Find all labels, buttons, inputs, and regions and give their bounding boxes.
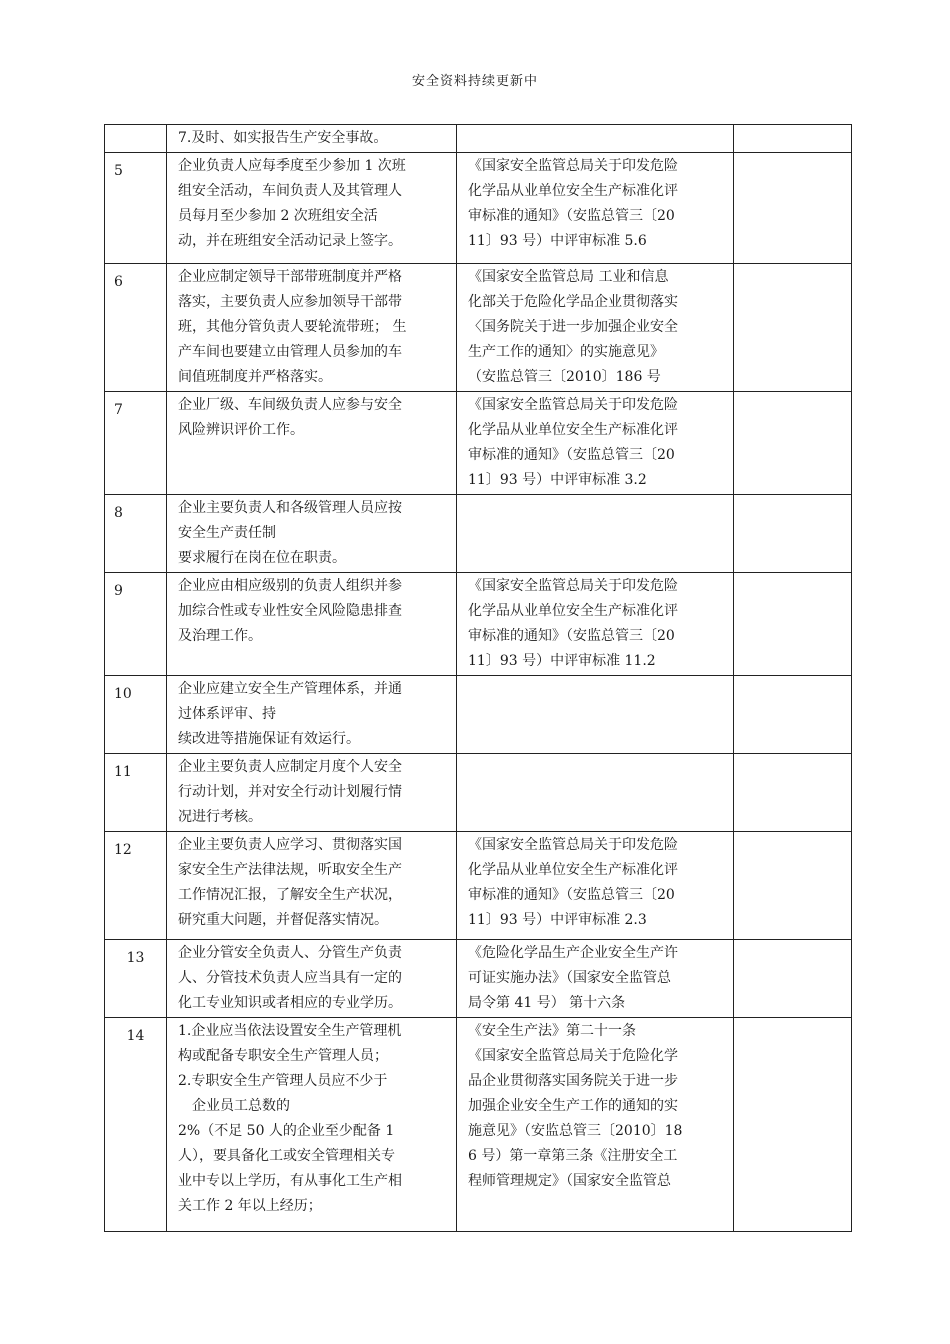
- requirement-cell: [167, 754, 457, 832]
- requirement-line: 企业主要负责人应学习、贯彻落实国: [178, 837, 402, 853]
- requirement-line: 及治理工作。: [178, 628, 262, 644]
- basis-line: 局令第 41 号） 第十六条: [468, 995, 626, 1011]
- remark-cell: [734, 832, 852, 940]
- table-row: [105, 754, 852, 832]
- requirement-line: 7.及时、如实报告生产安全事故。: [178, 130, 388, 146]
- basis-line: （安监总管三〔2010〕186 号: [468, 369, 661, 385]
- requirement-line: 研究重大问题，并督促落实情况。: [178, 912, 388, 928]
- requirement-line: 企业分管安全负责人、分管生产负责: [178, 945, 402, 961]
- remark-cell: [734, 153, 852, 264]
- requirement-line: 员每月至少参加 2 次班组安全活: [178, 208, 378, 224]
- basis-cell: [457, 392, 734, 495]
- requirement-line: 过体系评审、持: [178, 706, 276, 722]
- basis-line: 11〕93 号）中评审标准 3.2: [468, 472, 647, 488]
- remark-cell: [734, 1018, 852, 1232]
- requirements-table: [104, 124, 852, 1232]
- basis-cell: [457, 125, 734, 153]
- basis-line: 生产工作的通知〉的实施意见》: [468, 344, 664, 360]
- requirement-line: 况进行考核。: [178, 809, 262, 825]
- basis-cell: [457, 676, 734, 754]
- basis-line: 程师管理规定》（国家安全监管总: [468, 1173, 671, 1189]
- basis-line: 化学品从业单位安全生产标准化评: [468, 603, 678, 619]
- requirement-line: 间值班制度并严格落实。: [178, 369, 332, 385]
- basis-cell: [457, 573, 734, 676]
- basis-cell: [457, 832, 734, 940]
- basis-line: 《国家安全监管总局关于印发危险: [468, 397, 678, 413]
- requirement-line: 续改进等措施保证有效运行。: [178, 731, 360, 747]
- row-number: [105, 125, 167, 153]
- requirement-line: 企业主要负责人应制定月度个人安全: [178, 759, 402, 775]
- requirement-line: 化工专业知识或者相应的专业学历。: [178, 995, 402, 1011]
- requirement-line: 企业负责人应每季度至少参加 1 次班: [178, 158, 406, 174]
- table-row: [105, 573, 852, 676]
- basis-line: 审标准的通知》（安监总管三〔20: [468, 628, 675, 644]
- row-number: 10: [105, 676, 167, 754]
- requirement-line: 落实，主要负责人应参加领导干部带: [178, 294, 402, 310]
- requirement-cell: [167, 1018, 457, 1232]
- table-row: [105, 1018, 852, 1232]
- remark-cell: [734, 495, 852, 573]
- basis-line: 加强企业安全生产工作的通知的实: [468, 1098, 678, 1114]
- row-number: 7: [105, 392, 167, 495]
- table-row: [105, 676, 852, 754]
- basis-line: 《国家安全监管总局 工业和信息: [468, 269, 669, 285]
- requirement-cell: [167, 676, 457, 754]
- basis-line: 可证实施办法》（国家安全监管总: [468, 970, 671, 986]
- table-row: [105, 392, 852, 495]
- requirement-cell: [167, 495, 457, 573]
- basis-line: 化学品从业单位安全生产标准化评: [468, 422, 678, 438]
- requirement-line: 班，其他分管负责人要轮流带班； 生: [178, 319, 407, 335]
- row-number: 14: [105, 1018, 167, 1232]
- remark-cell: [734, 125, 852, 153]
- basis-line: 化部关于危险化学品企业贯彻落实: [468, 294, 678, 310]
- requirement-line: 关工作 2 年以上经历；: [178, 1198, 322, 1214]
- requirement-cell: [167, 264, 457, 392]
- basis-line: 《国家安全监管总局关于危险化学: [468, 1048, 678, 1064]
- basis-line: 11〕93 号）中评审标准 5.6: [468, 233, 647, 249]
- table-row: [105, 125, 852, 153]
- basis-line: 化学品从业单位安全生产标准化评: [468, 862, 678, 878]
- remark-cell: [734, 392, 852, 495]
- basis-line: 施意见》（安监总管三〔2010〕18: [468, 1123, 683, 1139]
- requirement-line: 家安全生产法律法规，听取安全生产: [178, 862, 402, 878]
- row-number: 8: [105, 495, 167, 573]
- basis-line: 品企业贯彻落实国务院关于进一步: [468, 1073, 678, 1089]
- requirement-cell: [167, 940, 457, 1018]
- requirement-line: 要求履行在岗在位在职责。: [178, 550, 346, 566]
- basis-cell: [457, 495, 734, 573]
- basis-cell: [457, 153, 734, 264]
- requirement-line: 2.专职安全生产管理人员应不少于: [178, 1073, 388, 1089]
- requirement-line: 工作情况汇报，了解安全生产状况，: [178, 887, 402, 903]
- basis-line: 《危险化学品生产企业安全生产许: [468, 945, 678, 961]
- basis-line: 《国家安全监管总局关于印发危险: [468, 578, 678, 594]
- table-row: [105, 495, 852, 573]
- requirement-line: 安全生产责任制: [178, 525, 276, 541]
- remark-cell: [734, 573, 852, 676]
- table-row: [105, 264, 852, 392]
- requirement-cell: [167, 573, 457, 676]
- basis-line: 6 号）第一章第三条《注册安全工: [468, 1148, 678, 1164]
- basis-line: 审标准的通知》（安监总管三〔20: [468, 887, 675, 903]
- basis-line: 审标准的通知》（安监总管三〔20: [468, 208, 675, 224]
- basis-line: 〈国务院关于进一步加强企业安全: [468, 319, 678, 335]
- basis-line: 《安全生产法》第二十一条: [468, 1023, 636, 1039]
- page-header: 安全资料持续更新中: [411, 74, 538, 89]
- requirement-line: 加综合性或专业性安全风险隐患排查: [178, 603, 402, 619]
- requirement-line: 企业主要负责人和各级管理人员应按: [178, 500, 402, 516]
- requirement-line: 企业应建立安全生产管理体系，并通: [178, 681, 402, 697]
- requirement-line: 业中专以上学历，有从事化工生产相: [178, 1173, 402, 1189]
- basis-line: 审标准的通知》（安监总管三〔20: [468, 447, 675, 463]
- requirement-line: 动，并在班组安全活动记录上签字。: [178, 233, 402, 249]
- row-number: 9: [105, 573, 167, 676]
- row-number: 12: [105, 832, 167, 940]
- requirement-line: 行动计划，并对安全行动计划履行情: [178, 784, 402, 800]
- requirement-cell: [167, 832, 457, 940]
- basis-line: 化学品从业单位安全生产标准化评: [468, 183, 678, 199]
- requirement-line: 产车间也要建立由管理人员参加的车: [178, 344, 402, 360]
- table-row: [105, 832, 852, 940]
- requirement-line: 企业应制定领导干部带班制度并严格: [178, 269, 402, 285]
- requirement-line: 2%（不足 50 人的企业至少配备 1: [178, 1123, 395, 1139]
- remark-cell: [734, 676, 852, 754]
- requirement-cell: [167, 153, 457, 264]
- row-number: 6: [105, 264, 167, 392]
- basis-line: 11〕93 号）中评审标准 11.2: [468, 653, 656, 669]
- row-number: 5: [105, 153, 167, 264]
- requirement-line: 企业厂级、车间级负责人应参与安全: [178, 397, 402, 413]
- requirement-line: 企业应由相应级别的负责人组织并参: [178, 578, 402, 594]
- requirement-line: 企业员工总数的: [192, 1098, 290, 1114]
- requirement-line: 人），要具备化工或安全管理相关专: [178, 1148, 395, 1164]
- requirement-cell: [167, 392, 457, 495]
- table-row: [105, 940, 852, 1018]
- remark-cell: [734, 264, 852, 392]
- basis-cell: [457, 264, 734, 392]
- basis-line: 《国家安全监管总局关于印发危险: [468, 837, 678, 853]
- remark-cell: [734, 940, 852, 1018]
- remark-cell: [734, 754, 852, 832]
- requirement-line: 人、分管技术负责人应当具有一定的: [178, 970, 402, 986]
- basis-cell: [457, 1018, 734, 1232]
- basis-cell: [457, 940, 734, 1018]
- basis-line: 《国家安全监管总局关于印发危险: [468, 158, 678, 174]
- requirement-line: 构或配备专职安全生产管理人员；: [178, 1048, 388, 1064]
- requirement-line: 风险辨识评价工作。: [178, 422, 304, 438]
- requirement-cell: [167, 125, 457, 153]
- basis-cell: [457, 754, 734, 832]
- basis-line: 11〕93 号）中评审标准 2.3: [468, 912, 647, 928]
- table-row: [105, 153, 852, 264]
- row-number: 11: [105, 754, 167, 832]
- row-number: 13: [105, 940, 167, 1018]
- requirement-line: 组安全活动，车间负责人及其管理人: [178, 183, 402, 199]
- requirement-line: 1.企业应当依法设置安全生产管理机: [178, 1023, 402, 1039]
